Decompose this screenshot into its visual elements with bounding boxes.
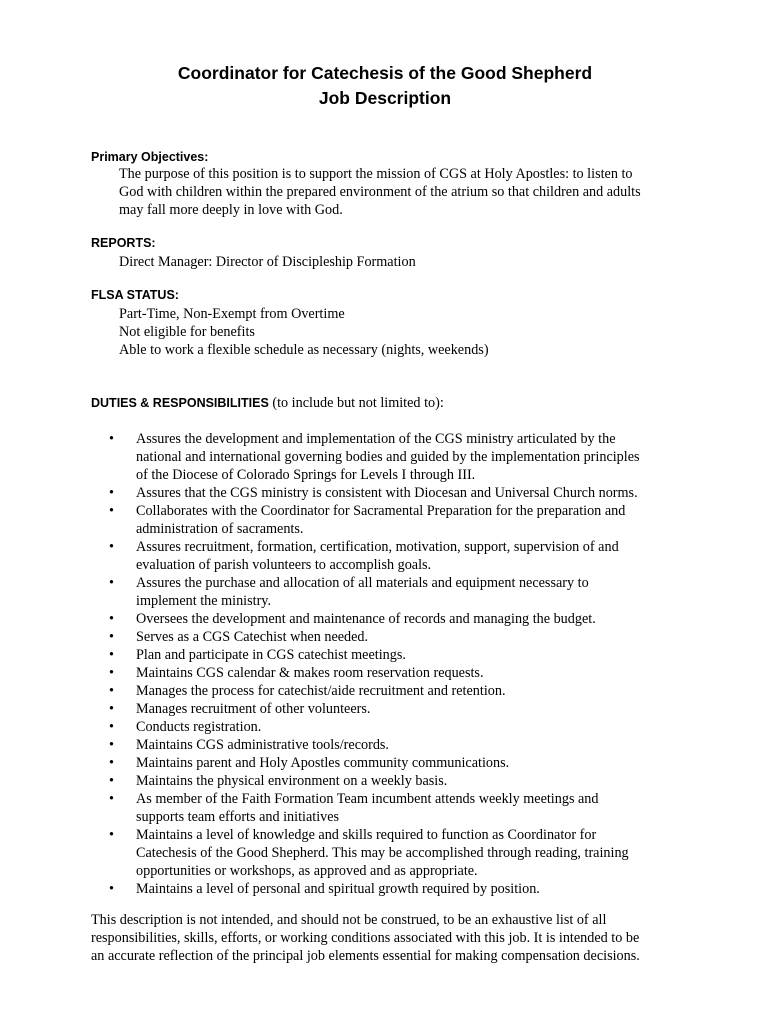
bullet-icon: • xyxy=(109,629,114,645)
duty-item xyxy=(109,754,709,772)
duty-item-text: Catechesis of the Good Shepherd. This may be accomplished through reading, training xyxy=(136,845,629,861)
duty-item-text: evaluation of parish volunteers to accomplish goals. xyxy=(136,557,432,573)
primary-objectives-text xyxy=(119,165,689,219)
duty-item-text: Oversees the development and maintenance of records and managing the budget. xyxy=(136,611,596,627)
bullet-icon: • xyxy=(109,791,114,807)
duty-item xyxy=(109,502,709,538)
closing-paragraph xyxy=(91,911,691,965)
duty-item-text: Maintains CGS administrative tools/records. xyxy=(136,737,389,753)
duty-item-text: Assures the purchase and allocation of all materials and equipment necessary to xyxy=(136,575,589,591)
duty-item xyxy=(109,628,709,646)
bullet-icon: • xyxy=(109,431,114,447)
duty-item xyxy=(109,772,709,790)
bullet-icon: • xyxy=(109,683,114,699)
duties-heading xyxy=(91,395,444,412)
bullet-icon: • xyxy=(109,737,114,753)
duty-item-text: Plan and participate in CGS catechist meetings. xyxy=(136,647,406,663)
duty-item-text: Assures the development and implementation of the CGS ministry articulated by the xyxy=(136,431,616,447)
duty-item-text: Maintains the physical environment on a weekly basis. xyxy=(136,773,448,789)
text-line: God with children within the prepared environment of the atrium so that children and adults xyxy=(119,184,641,200)
text-line: Not eligible for benefits xyxy=(119,324,255,340)
duty-item-text: national and international governing bodies and guided by the implementation principles xyxy=(136,449,640,465)
duty-item-text: Conducts registration. xyxy=(136,719,262,735)
bullet-icon: • xyxy=(109,503,114,519)
duty-item xyxy=(109,790,709,826)
primary-objectives-heading: Primary Objectives: xyxy=(91,150,209,164)
bullet-icon: • xyxy=(109,647,114,663)
bullet-icon: • xyxy=(109,611,114,627)
duty-item xyxy=(109,484,709,502)
flsa-status-heading: FLSA STATUS: xyxy=(91,288,179,302)
text-line: an accurate reflection of the principal job elements essential for making compensation decisions. xyxy=(91,948,640,964)
duty-item-text: Manages the process for catechist/aide recruitment and retention. xyxy=(136,683,506,699)
duty-item xyxy=(109,700,709,718)
duty-item xyxy=(109,574,709,610)
bullet-icon: • xyxy=(109,827,114,843)
text-line: Able to work a flexible schedule as necessary (nights, weekends) xyxy=(119,342,489,358)
duty-item-text: Manages recruitment of other volunteers. xyxy=(136,701,371,717)
duty-item-text: Collaborates with the Coordinator for Sacramental Preparation for the preparation and xyxy=(136,503,626,519)
duties-list xyxy=(109,430,709,898)
duty-item xyxy=(109,736,709,754)
text-line: Direct Manager: Director of Discipleship Formation xyxy=(119,254,416,270)
bullet-icon: • xyxy=(109,755,114,771)
duty-item-text: implement the ministry. xyxy=(136,593,272,609)
duty-item xyxy=(109,718,709,736)
bullet-icon: • xyxy=(109,881,114,897)
duty-item-text: Assures that the CGS ministry is consistent with Diocesan and Universal Church norms. xyxy=(136,485,638,501)
bullet-icon: • xyxy=(109,773,114,789)
text-line: responsibilities, skills, efforts, or working conditions associated with this job. It is intended to be xyxy=(91,930,640,946)
duty-item xyxy=(109,646,709,664)
duty-item-text: Assures recruitment, formation, certification, motivation, support, supervision of and xyxy=(136,539,619,555)
duty-item xyxy=(109,826,709,880)
text-line: The purpose of this position is to support the mission of CGS at Holy Apostles: to listen to xyxy=(119,166,633,182)
duties-heading-note: (to include but not limited to): xyxy=(268,395,444,411)
duty-item xyxy=(109,682,709,700)
bullet-icon: • xyxy=(109,539,114,555)
duty-item xyxy=(109,430,709,484)
duties-heading-label: DUTIES & RESPONSIBILITIES xyxy=(91,396,269,410)
duty-item-text: Maintains a level of knowledge and skills required to function as Coordinator for xyxy=(136,827,597,843)
text-line: This description is not intended, and should not be construed, to be an exhaustive list of all xyxy=(91,912,607,928)
duty-item-text: administration of sacraments. xyxy=(136,521,304,537)
page-title: Coordinator for Catechesis of the Good Shepherd xyxy=(177,63,593,83)
duty-item-text: Maintains CGS calendar & makes room reservation requests. xyxy=(136,665,484,681)
duty-item xyxy=(109,538,709,574)
duty-item-text: Maintains parent and Holy Apostles community communications. xyxy=(136,755,510,771)
reports-heading: REPORTS: xyxy=(91,236,156,250)
duty-item xyxy=(109,880,709,898)
bullet-icon: • xyxy=(109,701,114,717)
duty-item-text: opportunities or workshops, as approved and as appropriate. xyxy=(136,863,478,879)
flsa-status-text xyxy=(119,305,689,359)
text-line: Part-Time, Non-Exempt from Overtime xyxy=(119,306,345,322)
page-subtitle: Job Description xyxy=(318,88,452,108)
duty-item-text: Maintains a level of personal and spiritual growth required by position. xyxy=(136,881,540,897)
duty-item-text: supports team efforts and initiatives xyxy=(136,809,340,825)
duty-item-text: As member of the Faith Formation Team incumbent attends weekly meetings and xyxy=(136,791,599,807)
duty-item-text: of the Diocese of Colorado Springs for Levels I through III. xyxy=(136,467,476,483)
bullet-icon: • xyxy=(109,485,114,501)
bullet-icon: • xyxy=(109,665,114,681)
bullet-icon: • xyxy=(109,719,114,735)
duty-item-text: Serves as a CGS Catechist when needed. xyxy=(136,629,369,645)
reports-text xyxy=(119,253,689,271)
duty-item xyxy=(109,610,709,628)
text-line: may fall more deeply in love with God. xyxy=(119,202,343,218)
bullet-icon: • xyxy=(109,575,114,591)
duty-item xyxy=(109,664,709,682)
